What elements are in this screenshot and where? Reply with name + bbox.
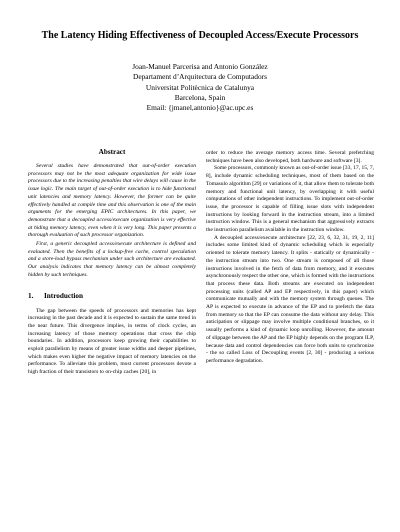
left-column	[28, 148, 196, 377]
body-paragraph: order to reduce the average memory access time. Several prefetching techniques have been also developed, both hardware and software [3].	[206, 150, 374, 164]
affiliation-line: Departament d’Arquitectura de Computadors	[132, 72, 267, 82]
body-paragraph: A decoupled access/execute architecture [22, 23, 6, 32, 31, 19, 2, 11] includes some limited kind of dynamic scheduling which is especially oriented to tolerate memory latency. It splits - statically or dynamically - the instruction stream into two. One stream is composed of all those instructions involved in the fetch of data from memory, and it executes asynchronously respect the other one, which is formed with the instructions that process these data. Both streams are executed on independent processing units (called AP and EP respectively, in this paper) which communicate mutually and with the memory system through queues. The AP is expected to execute in advance of the EP and to prefetch the data from memory so that the EP can consume the data without any delay. This anticipation or slippage may involve multiple conditional branches, so it usually performs a kind of dynamic loop unrolling. However, the amount of slippage between the AP and the EP highly depends on the program ILP, because data and control dependencies can force both units to synchronize - the so called Loss of Decoupling events [2, 30] - producing a serious performance degradation.	[206, 234, 374, 364]
affiliation-line: Barcelona, Spain	[174, 92, 226, 102]
introduction-heading	[28, 292, 196, 301]
section-title: Introduction	[44, 291, 84, 300]
right-column	[206, 150, 374, 366]
section-number: 1.	[28, 291, 34, 300]
affiliation-line: Universitat Politècnica de Catalunya	[145, 82, 255, 92]
abstract-heading: Abstract	[98, 148, 126, 156]
body-paragraph: The gap between the speeds of processors and memories has kept increasing in the past decade and it is expected to sustain the same trend in the near future. This divergence implies, in terms of clock cycles, an increasing latency of those memory operations that cross the chip boundaries. In addition, processors keep growing their capabilities to exploit parallelism by means of greater issue widths and deeper pipelines, which makes even higher the negative impact of memory latencies on the performance. To alleviate this problem, most current processors devote a high fraction of their transistors to on-chip caches [20], in	[28, 307, 196, 376]
abstract-paragraph: First, a generic decoupled access/execute architecture is defined and evaluated. Then the benefits of a lockup-free cache, control speculation and a store-load bypass mechanism under such architecture are evaluated. Our analysis indicates that memory latency can be almost completely hidden by such techniques.	[28, 241, 196, 278]
abstract-paragraph: Several studies have demonstrated that out-of-order execution processors may not be the most adequate organization for wide issue processors due to the increasing penalties that wire delays will cause in the issue logic. The main target of out-of-order execution is to hide functional unit latencies and memory latency. However, the former can be quite effectively handled at compile time and this observation is one of the main arguments for the emerging EPIC architectures. In this paper, we demonstrate that a decoupled access/execute organization is very effective at hiding memory latency, even when it is very long. This paper presents a thorough evaluation of such processor organization.	[28, 163, 196, 239]
author-names: Joan-Manuel Parcerisa and Antonio González	[132, 62, 268, 71]
author-email: Email: {jmanel,antonio}@ac.upc.es	[146, 103, 254, 113]
author-block	[60, 62, 340, 113]
paper-title: The Latency Hiding Effectiveness of Decoupled Access/Execute Processors	[41, 30, 359, 41]
body-paragraph: Some processors, commonly known as out-of-order issue [33, 17, 15, 7, 8], include dynamic scheduling techniques, most of them based on the Tomasulo algorithm [29] or variations of it, that allow them to tolerate both memory and functional unit latency, by overlapping it with useful computations of other independent instructions. To implement out-of-order issue, the processor is capable of filling issue slots with independent instructions by looking forward in the instruction stream, into a limited instruction window. This is a general mechanism that aggressively extracts the instruction parallelism available in the instruction window.	[206, 165, 374, 234]
